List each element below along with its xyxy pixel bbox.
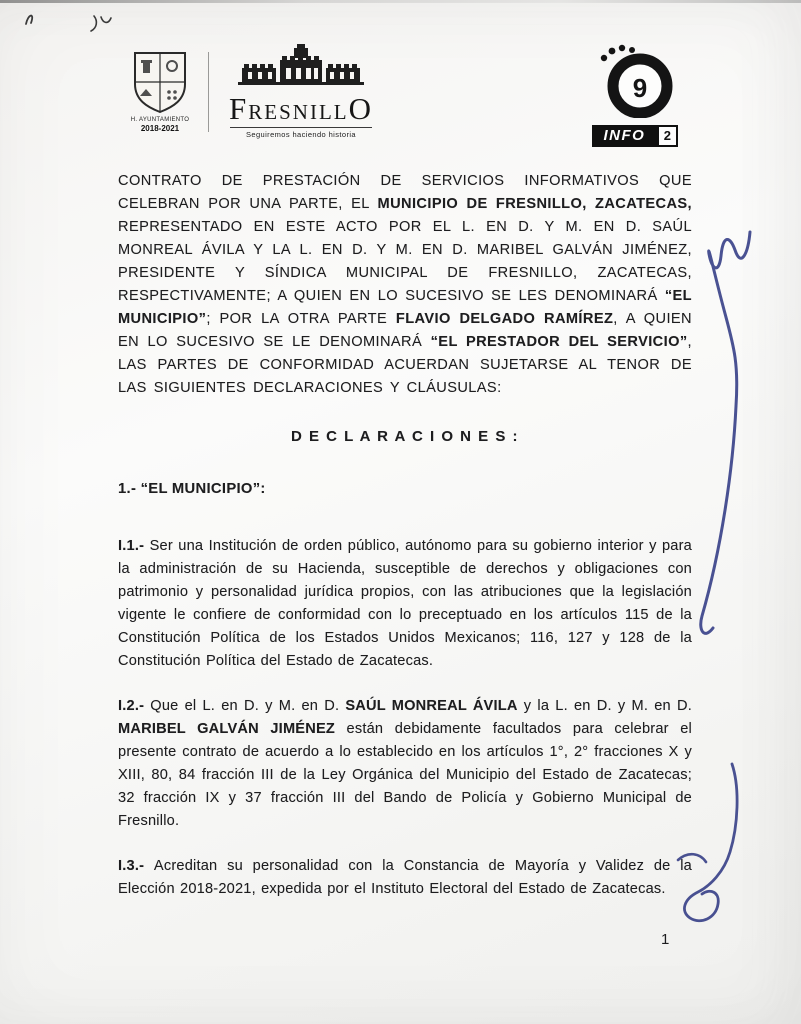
wordmark-first-letter: F <box>229 91 249 126</box>
text-run: Acreditan su personalidad con la Constancia de Mayoría y Validez de la Elección 2018-2021, expedida por el Instituto Electoral del Estado de Zacatecas. <box>118 858 692 897</box>
text-run: MARIBEL GALVÁN JIMÉNEZ <box>118 721 336 737</box>
info9-logo <box>592 44 678 147</box>
text-run: , A QUIEN EN LO SUCESIVO SE LE DENOMINARÁ <box>118 311 692 350</box>
text-run: están debidamente facultados para celebrar el presente contrato de acuerdo a lo establecido en los artículos 1°, 2° fracciones X y XIII, 80, 84 fracción III de la Ley Orgánica del Municipio del Estado de Zacatecas; 32 fracción IX y 37 fracción III del Bando de Policía y Gobierno Municipal de Fresnillo. <box>118 721 692 829</box>
shield-icon <box>131 50 189 114</box>
fresnillo-tagline: Seguiremos haciendo historia <box>230 127 372 139</box>
info-label: INFO <box>592 125 657 147</box>
declaraciones-heading: D E C L A R A C I O N E S : <box>290 428 519 445</box>
text-run: “EL MUNICIPIO” <box>118 288 692 327</box>
text-run: SAÚL MONREAL ÁVILA <box>345 698 518 714</box>
contract-intro-paragraph <box>118 170 692 400</box>
text-run: Que el L. en D. y M. en D. <box>150 698 346 714</box>
text-run: Ser una Institución de orden público, autónomo para su gobierno interior y para la administración de su Hacienda, susceptible de derechos y obligaciones con patrimonio y personalidad jurídica propios, con las atribuciones que la legislación vigente le confiere de conformidad con lo preceptuado en los artículos 115 de la Constitución Política de los Estados Unidos Mexicanos; 116, 127 y 128 de la Constitución Política del Estado de Zacatecas. <box>118 538 692 669</box>
document-body <box>118 170 692 901</box>
wordmark-middle: RESNILL <box>248 100 349 124</box>
text-run: y la L. en D. y M. en D. <box>517 698 693 714</box>
section-1-heading: 1.- “EL MUNICIPIO”: <box>118 481 266 497</box>
signature-initials-bottom-right <box>658 748 753 948</box>
municipal-crest-logo <box>122 50 198 133</box>
text-run: ; POR LA OTRA PARTE <box>206 311 396 327</box>
text-run: FLAVIO DELGADO RAMÍREZ <box>395 311 614 327</box>
text-run: “EL PRESTADOR DEL SERVICIO” <box>430 334 688 350</box>
info-channel-number: 2 <box>657 125 678 147</box>
pen-marks-icon <box>16 4 128 36</box>
fresnillo-logo <box>222 42 380 139</box>
text-run: I.3.- <box>118 858 154 874</box>
building-icon <box>236 42 366 86</box>
scan-artifact-top-edge <box>0 0 801 3</box>
info-wordmark <box>592 125 678 147</box>
nine-glyph: 9 <box>632 73 648 103</box>
text-run: , LAS PARTES DE CONFORMIDAD ACUERDAN SUJETARSE AL TENOR DE LAS SIGUIENTES DECLARACIONES Y CLÁUSULAS: <box>118 334 692 396</box>
fresnillo-wordmark <box>222 93 380 124</box>
wordmark-last-letter: O <box>348 91 373 126</box>
clause-i1-paragraph <box>118 535 692 673</box>
text-run: MUNICIPIO DE FRESNILLO, ZACATECAS, <box>377 196 692 212</box>
text-run: I.1.- <box>118 538 150 554</box>
crest-caption: H. AYUNTAMIENTO <box>130 117 190 123</box>
signature-stroke-right-margin <box>655 208 780 673</box>
header-divider <box>208 52 209 132</box>
page-number: 1 <box>661 931 670 948</box>
crest-years: 2018-2021 <box>140 124 180 133</box>
text-run: REPRESENTADO EN ESTE ACTO POR EL L. EN D. Y M. EN D. SAÚL MONREAL ÁVILA Y LA L. EN D. Y M. EN D. MARIBEL GALVÁN JIMÉNEZ, PRESIDENTE Y SÍNDICA MUNICIPAL DE FRESNILLO, ZACATECAS, RESPECTIVAMENTE; A QUIEN EN LO SUCESIVO SE LES DENOMINARÁ <box>118 219 692 304</box>
clause-i2-paragraph <box>118 695 692 833</box>
nine-circle-icon <box>592 44 678 118</box>
text-run: I.2.- <box>118 698 151 714</box>
text-run: CONTRATO DE PRESTACIÓN DE SERVICIOS INFORMATIVOS QUE CELEBRAN POR UNA PARTE, EL <box>118 173 692 212</box>
clause-i3-paragraph <box>118 855 692 901</box>
